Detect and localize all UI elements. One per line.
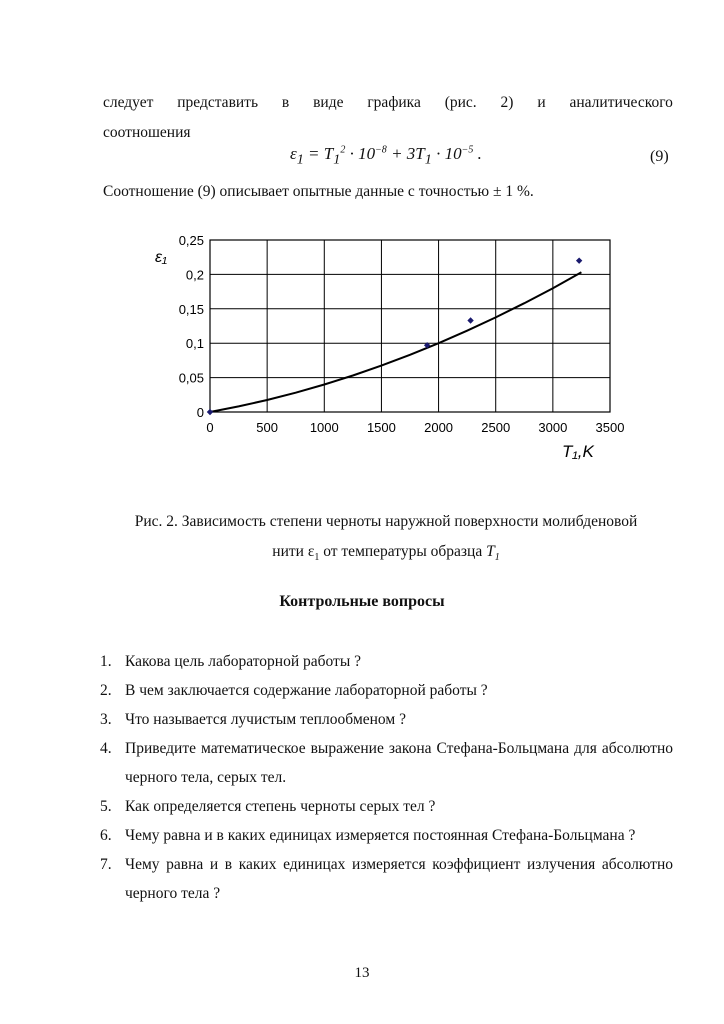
caption-text: от температуры образца xyxy=(319,543,487,560)
item-number: 3. xyxy=(100,711,112,728)
x-tick-labels xyxy=(206,420,624,435)
word: графика xyxy=(367,94,421,111)
word: в xyxy=(281,94,290,111)
word: следует xyxy=(103,94,154,111)
eq-plus-term: + 3T xyxy=(386,144,425,163)
eq-sub: 1 xyxy=(296,151,304,168)
item-text: Какова цель лабораторной работы ? xyxy=(125,653,361,670)
y-tick-label: 0 xyxy=(196,405,204,420)
section-heading: Контрольные вопросы xyxy=(279,593,445,610)
data-point-marker xyxy=(207,409,213,415)
caption-sub: 1 xyxy=(494,552,500,564)
eq-sub: 1 xyxy=(424,151,432,168)
eq-equals: = xyxy=(303,144,324,163)
x-tick-label: 3500 xyxy=(595,420,625,435)
item-number: 4. xyxy=(100,740,112,757)
eq-t: T xyxy=(323,144,334,163)
intro-line-1 xyxy=(103,88,673,118)
eq-ten: · 10 xyxy=(431,144,462,163)
fit-curve xyxy=(210,272,581,412)
word: (рис. xyxy=(444,94,477,111)
caption-line-2 xyxy=(100,537,672,573)
caption-sub: 1 xyxy=(314,552,320,564)
x-axis-label: T₁,K xyxy=(562,442,594,461)
word: аналитического xyxy=(569,94,673,111)
accuracy-sentence: Соотношение (9) описывает опытные данные с точностью ± 1 %. xyxy=(103,183,534,200)
list-item xyxy=(100,821,673,850)
item-text: Чему равна и в каких единицах измеряется постоянная Стефана-Больцмана ? xyxy=(125,827,636,844)
y-tick-label: 0,25 xyxy=(178,233,204,248)
item-text: Приведите математическое выражение закона Стефана-Больцмана для абсолютно черного тела, серых тел. xyxy=(125,740,673,786)
item-text: Как определяется степень черноты серых тел ? xyxy=(125,798,436,815)
y-tick-label: 0,1 xyxy=(185,336,204,352)
word: представить xyxy=(177,94,259,111)
item-text: Что называется лучистым теплообменом ? xyxy=(125,711,406,728)
questions-list xyxy=(100,647,673,908)
caption-line-1: Рис. 2. Зависимость степени черноты наружной поверхности молибденовой xyxy=(134,513,638,530)
list-item xyxy=(100,676,673,705)
chart-grid xyxy=(210,240,610,412)
x-tick-label: 1500 xyxy=(366,420,396,435)
eq-exp: −5 xyxy=(461,144,474,156)
eq-end: . xyxy=(473,144,482,163)
intro-paragraph xyxy=(103,88,673,148)
word: и xyxy=(537,94,546,111)
chart-frame xyxy=(210,240,610,412)
list-item xyxy=(100,705,673,734)
item-number: 7. xyxy=(100,856,112,873)
page-number: 13 xyxy=(354,965,370,981)
eq-exp: 2 xyxy=(340,144,346,156)
item-text: В чем заключается содержание лабораторной работы ? xyxy=(125,682,488,699)
item-text: Чему равна и в каких единицах измеряется коэффициент излучения абсолютно черного тела ? xyxy=(125,856,673,902)
x-tick-label: 2500 xyxy=(481,420,511,435)
list-item xyxy=(100,792,673,821)
eq-ten: · 10 xyxy=(345,144,376,163)
data-point-marker xyxy=(467,317,473,323)
x-tick-label: 0 xyxy=(206,420,214,435)
figure-caption xyxy=(100,507,672,573)
item-number: 2. xyxy=(100,682,112,699)
equation-9 xyxy=(290,144,482,168)
y-tick-labels xyxy=(179,233,204,420)
data-markers xyxy=(207,257,583,415)
plot-area-border xyxy=(210,240,610,412)
item-number: 5. xyxy=(100,798,112,815)
emissivity-chart xyxy=(130,225,630,465)
list-item xyxy=(100,647,673,676)
word: виде xyxy=(313,94,344,111)
data-point-marker xyxy=(576,257,582,263)
intro-line-2: соотношения xyxy=(103,124,191,141)
y-tick-label: 0,15 xyxy=(178,301,204,317)
y-tick-label: 0,05 xyxy=(178,370,204,386)
x-tick-label: 2000 xyxy=(424,420,454,435)
x-tick-label: 3000 xyxy=(538,420,568,435)
x-tick-label: 500 xyxy=(256,420,278,435)
eq-epsilon: ε xyxy=(290,144,297,163)
y-tick-label: 0,2 xyxy=(185,267,204,283)
eq-exp: −8 xyxy=(375,144,387,156)
x-tick-label: 1000 xyxy=(309,420,339,435)
caption-text: нити ε xyxy=(272,543,315,560)
eq-sub: 1 xyxy=(333,151,341,168)
y-axis-label: ε₁ xyxy=(155,249,168,266)
item-number: 1. xyxy=(100,653,112,670)
caption-t: T xyxy=(486,543,495,560)
list-item xyxy=(100,734,673,792)
item-number: 6. xyxy=(100,827,112,844)
equation-number: (9) xyxy=(650,148,669,165)
list-item xyxy=(100,850,673,908)
word: 2) xyxy=(500,94,514,111)
